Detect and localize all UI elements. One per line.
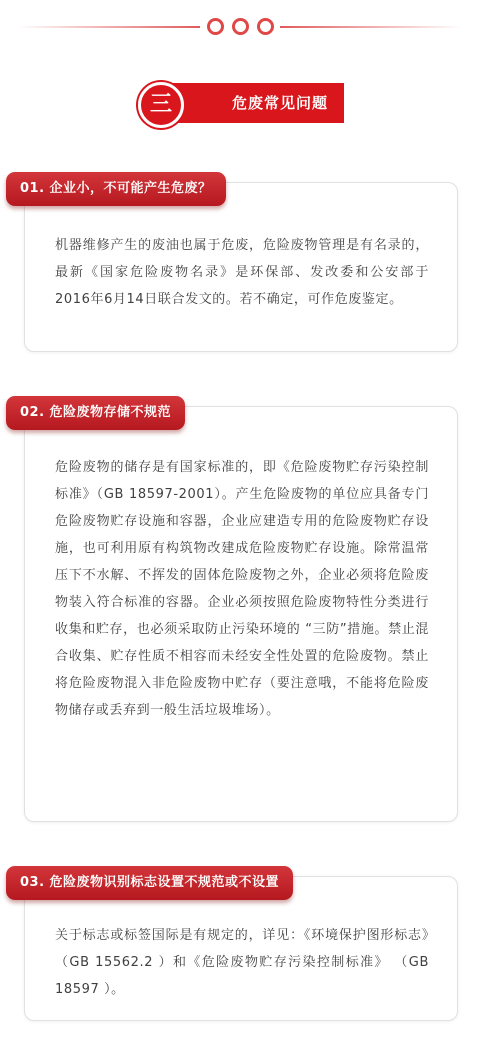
question-card-2: [24, 406, 458, 822]
section-title: 危废常见问题: [231, 94, 328, 112]
section-banner: [138, 82, 344, 124]
section-number-badge: [138, 82, 184, 128]
ornament-ring-icon: [257, 18, 274, 35]
question-tag-1: 01. 企业小，不可能产生危废？: [6, 172, 226, 206]
question-card-1: [24, 182, 458, 352]
ornament-ring-icon: [232, 18, 249, 35]
question-answer-text: 关于标志或标签国际是有规定的，详见：《环境保护图形标志》（GB 15562.2 ）和《危险废物贮存污染控制标准》 （GB 18597 ）。: [55, 928, 429, 997]
ornament-line-left: [18, 26, 200, 28]
ornament-line-right: [280, 26, 462, 28]
question-tag-3: 03. 危险废物识别标志设置不规范或不设置: [6, 866, 293, 900]
question-answer-text: 危险废物的储存是有国家标准的，即《危险废物贮存污染控制标准》（GB 18597-2001）。产生危险废物的单位应具备专门危险废物贮存设施和容器，企业应建造专用的危险废物贮存设施，也可利用原有构筑物改建成危险废物贮存设施。除常温常压下不水解、不挥发的固体危险废物之外，企业必须将危险废物装入符合标准的容器。企业必须按照危险废物特性分类进行收集和贮存，也必须采取防止污染环境的 “三防”措施。禁止混合收集、贮存性质不相容而未经安全性处置的危险废物。禁止将危险废物混入非危险废物中贮存（要注意哦，不能将危险废物储存或丢弃到一般生活垃圾堆场）。: [55, 460, 429, 718]
ornament-ring-icon: [207, 18, 224, 35]
question-tag-2: 02. 危险废物存储不规范: [6, 396, 185, 430]
banner-bar: [156, 83, 344, 123]
top-ornament: [0, 14, 480, 40]
question-answer-text: 机器维修产生的废油也属于危废，危险废物管理是有名录的，最新《国家危险废物名录》是环保部、发改委和公安部于2016年6月14日联合发文的。若不确定，可作危废鉴定。: [55, 238, 429, 307]
section-numeral: 三: [149, 92, 172, 117]
